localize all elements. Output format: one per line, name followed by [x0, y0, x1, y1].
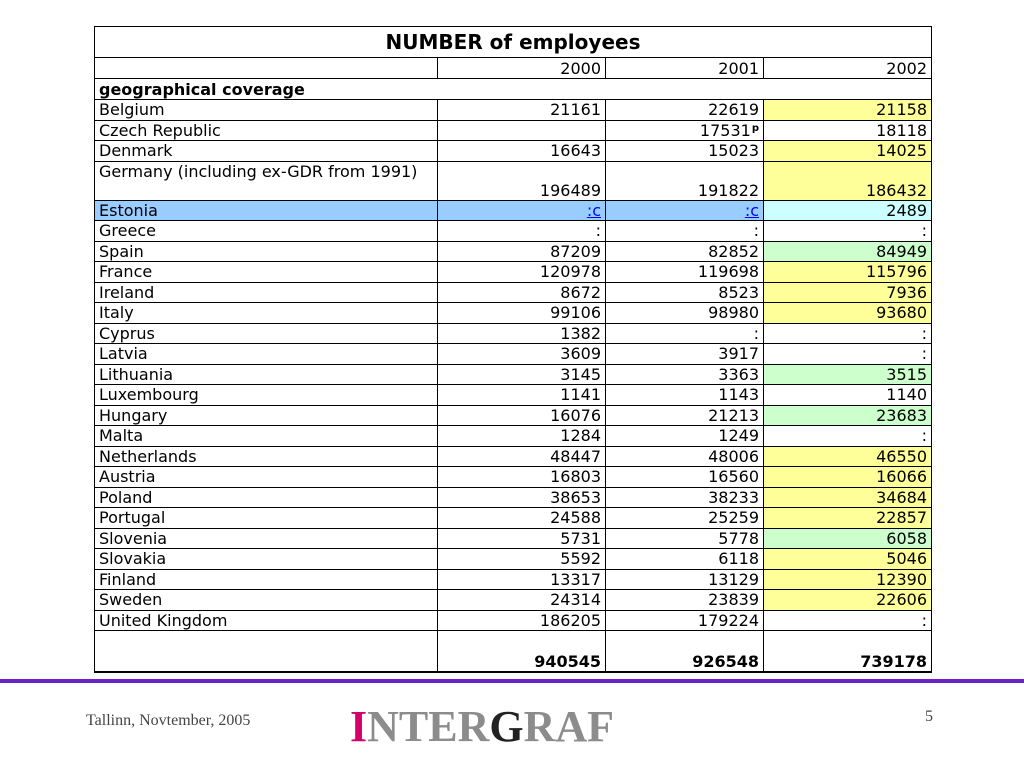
country-cell: Germany (including ex-GDR from 1991): [95, 161, 438, 200]
value-2001-cell: [606, 590, 764, 611]
table-row: [95, 405, 932, 426]
value-2000-cell: [438, 120, 606, 141]
logo-text-nter: NTER: [367, 702, 490, 751]
value-2002-cell: 115796: [764, 262, 932, 283]
value-2001-cell: [606, 385, 764, 406]
value-2002-cell: 21158: [764, 100, 932, 121]
table-body: [95, 27, 932, 673]
value-2002-cell: 93680: [764, 303, 932, 324]
table-row: [95, 610, 932, 631]
value-2001-text: 191822: [697, 180, 759, 200]
value-2002-cell: 1140: [764, 385, 932, 406]
year-2000-header: 2000: [438, 58, 606, 79]
country-cell: Austria: [95, 467, 438, 488]
value-2002-cell: 5046: [764, 549, 932, 570]
value-2000-cell: 13317: [438, 569, 606, 590]
value-2001-text: 48006: [708, 446, 759, 466]
value-2001-cell: [606, 610, 764, 631]
country-cell: Slovenia: [95, 528, 438, 549]
table-row: [95, 344, 932, 365]
value-2001-text: 5778: [718, 528, 759, 548]
section-label: geographical coverage: [95, 79, 438, 100]
value-2001-cell: [606, 262, 764, 283]
footer-location: Tallinn, Novtember, 2005: [86, 712, 251, 729]
logo-letter-g: G: [489, 702, 524, 751]
table-row: [95, 364, 932, 385]
table-row: [95, 528, 932, 549]
value-2001-text: 119698: [697, 262, 759, 282]
value-2001-text: 8523: [718, 282, 759, 302]
value-2001-cell: [606, 344, 764, 365]
value-2000-cell[interactable]: :c: [438, 200, 606, 221]
value-2002-cell: 22606: [764, 590, 932, 611]
value-2002-cell: 6058: [764, 528, 932, 549]
country-cell: Lithuania: [95, 364, 438, 385]
table-row: [95, 100, 932, 121]
country-cell: Hungary: [95, 405, 438, 426]
value-2000-cell: 87209: [438, 241, 606, 262]
value-2001-text: 16560: [708, 467, 759, 487]
value-2000-cell: 8672: [438, 282, 606, 303]
value-2001-cell: [606, 569, 764, 590]
value-2002-cell: 34684: [764, 487, 932, 508]
value-2002-cell: 12390: [764, 569, 932, 590]
table-row: [95, 282, 932, 303]
country-cell: France: [95, 262, 438, 283]
value-2002-cell: :: [764, 344, 932, 365]
logo-text-raf: RAF: [523, 702, 615, 751]
year-2001-header: 2001: [606, 58, 764, 79]
country-cell: Poland: [95, 487, 438, 508]
value-2002-cell: 18118: [764, 120, 932, 141]
value-2000-cell: 16803: [438, 467, 606, 488]
logo-letter-i: I: [350, 702, 368, 751]
value-2002-cell: 186432: [764, 161, 932, 200]
country-cell: Latvia: [95, 344, 438, 365]
country-cell: United Kingdom: [95, 610, 438, 631]
accent-divider: [0, 679, 1024, 683]
value-2001-text: 3363: [718, 364, 759, 384]
value-2001-cell: [606, 120, 764, 141]
table-row: [95, 508, 932, 529]
country-cell: Greece: [95, 221, 438, 242]
value-2001-cell: [606, 303, 764, 324]
value-2001-cell: [606, 282, 764, 303]
country-cell: Finland: [95, 569, 438, 590]
year-header-blank: [95, 58, 438, 79]
value-2001-cell: [606, 221, 764, 242]
value-2001-cell: [606, 508, 764, 529]
country-cell: Portugal: [95, 508, 438, 529]
value-2001-cell: [606, 161, 764, 200]
table-row: [95, 161, 932, 200]
value-2002-cell: 16066: [764, 467, 932, 488]
value-2002-cell: 46550: [764, 446, 932, 467]
intergraf-logo: [350, 702, 614, 752]
table-row: [95, 241, 932, 262]
value-2002-cell: :: [764, 221, 932, 242]
value-2001-text: :: [753, 323, 759, 343]
country-cell: Spain: [95, 241, 438, 262]
value-2001-cell: [606, 141, 764, 162]
value-2000-cell: 5731: [438, 528, 606, 549]
employees-table: [94, 26, 932, 673]
value-2000-cell: 1141: [438, 385, 606, 406]
country-cell: Denmark: [95, 141, 438, 162]
page-number: 5: [925, 708, 933, 725]
value-2001-cell: [606, 241, 764, 262]
value-2000-cell: 5592: [438, 549, 606, 570]
value-2000-cell: 16643: [438, 141, 606, 162]
value-2001-cell: [606, 487, 764, 508]
value-2002-cell: 23683: [764, 405, 932, 426]
value-2001-text: 179224: [697, 610, 759, 630]
value-2000-cell: 120978: [438, 262, 606, 283]
section-blank: [764, 79, 932, 100]
value-2001-cell: [606, 364, 764, 385]
table-row: [95, 262, 932, 283]
table-title-row: [95, 27, 932, 58]
value-2001-text: 1143: [718, 385, 759, 405]
value-2000-cell: 3609: [438, 344, 606, 365]
value-2001-cell: [606, 405, 764, 426]
value-2002-cell: 2489: [764, 200, 932, 221]
value-2001-cell: [606, 467, 764, 488]
value-2000-cell: 99106: [438, 303, 606, 324]
total-2002-cell: 739178: [764, 631, 932, 673]
country-cell: Luxembourg: [95, 385, 438, 406]
value-2002-cell: 3515: [764, 364, 932, 385]
value-2000-cell: 3145: [438, 364, 606, 385]
value-2000-cell: 196489: [438, 161, 606, 200]
provisional-flag: p: [751, 122, 759, 134]
value-2001-text: 21213: [708, 405, 759, 425]
value-2001-cell: [606, 323, 764, 344]
value-2001-text: 23839: [708, 590, 759, 610]
value-2001-text: 15023: [708, 141, 759, 161]
table-row: [95, 487, 932, 508]
total-2001-cell: 926548: [606, 631, 764, 673]
country-cell: Czech Republic: [95, 120, 438, 141]
value-2000-cell: 186205: [438, 610, 606, 631]
value-2002-cell: :: [764, 323, 932, 344]
value-2000-cell: 21161: [438, 100, 606, 121]
table-row: [95, 385, 932, 406]
value-2001-text: 1249: [718, 426, 759, 446]
value-2000-cell: 16076: [438, 405, 606, 426]
value-2001-text: 82852: [708, 241, 759, 261]
totals-row: [95, 631, 932, 673]
country-cell: Netherlands: [95, 446, 438, 467]
value-2001-text: 3917: [718, 344, 759, 364]
value-2001-cell: [606, 528, 764, 549]
section-blank: [606, 79, 764, 100]
value-2002-cell: 84949: [764, 241, 932, 262]
value-2000-cell: 48447: [438, 446, 606, 467]
value-2002-cell: :: [764, 610, 932, 631]
table-row: [95, 446, 932, 467]
value-2001-cell: [606, 426, 764, 447]
value-2001-text: 38233: [708, 487, 759, 507]
table-row: [95, 590, 932, 611]
value-2001-cell: [606, 100, 764, 121]
value-2001-text: :: [753, 221, 759, 241]
section-blank: [438, 79, 606, 100]
value-2001-text: 13129: [708, 569, 759, 589]
country-cell: Sweden: [95, 590, 438, 611]
value-2000-cell: :: [438, 221, 606, 242]
value-2000-cell: 24314: [438, 590, 606, 611]
value-2001-text: :c: [744, 200, 759, 220]
table-row: [95, 569, 932, 590]
country-cell: Slovakia: [95, 549, 438, 570]
value-2001-cell: [606, 446, 764, 467]
table-row: [95, 200, 932, 221]
country-cell: Estonia: [95, 200, 438, 221]
country-cell: Belgium: [95, 100, 438, 121]
value-2002-cell: 7936: [764, 282, 932, 303]
value-2002-cell: 22857: [764, 508, 932, 529]
value-2001-text: 17531: [699, 120, 751, 140]
table-row: [95, 323, 932, 344]
table-row: [95, 120, 932, 141]
value-2000-cell: 1382: [438, 323, 606, 344]
country-cell: Italy: [95, 303, 438, 324]
value-2001-text: 22619: [708, 100, 759, 120]
year-2002-header: 2002: [764, 58, 932, 79]
value-2000-cell: 1284: [438, 426, 606, 447]
table-row: [95, 549, 932, 570]
value-2001-cell: [606, 549, 764, 570]
value-2002-cell: :: [764, 426, 932, 447]
table-row: [95, 467, 932, 488]
country-cell: Ireland: [95, 282, 438, 303]
value-2001-cell[interactable]: [606, 200, 764, 221]
value-2000-cell: 24588: [438, 508, 606, 529]
country-cell: Malta: [95, 426, 438, 447]
table-row: [95, 221, 932, 242]
total-2000-cell: 940545: [438, 631, 606, 673]
table-row: [95, 426, 932, 447]
table-row: [95, 303, 932, 324]
country-cell: Cyprus: [95, 323, 438, 344]
totals-label-blank: [95, 631, 438, 673]
table-title: NUMBER of employees: [95, 27, 932, 58]
value-2001-text: 6118: [718, 549, 759, 569]
value-2000-cell: 38653: [438, 487, 606, 508]
value-2001-text: 98980: [708, 303, 759, 323]
year-header-row: [95, 58, 932, 79]
section-header-row: [95, 79, 932, 100]
value-2002-cell: 14025: [764, 141, 932, 162]
table-row: [95, 141, 932, 162]
value-2001-text: 25259: [708, 508, 759, 528]
